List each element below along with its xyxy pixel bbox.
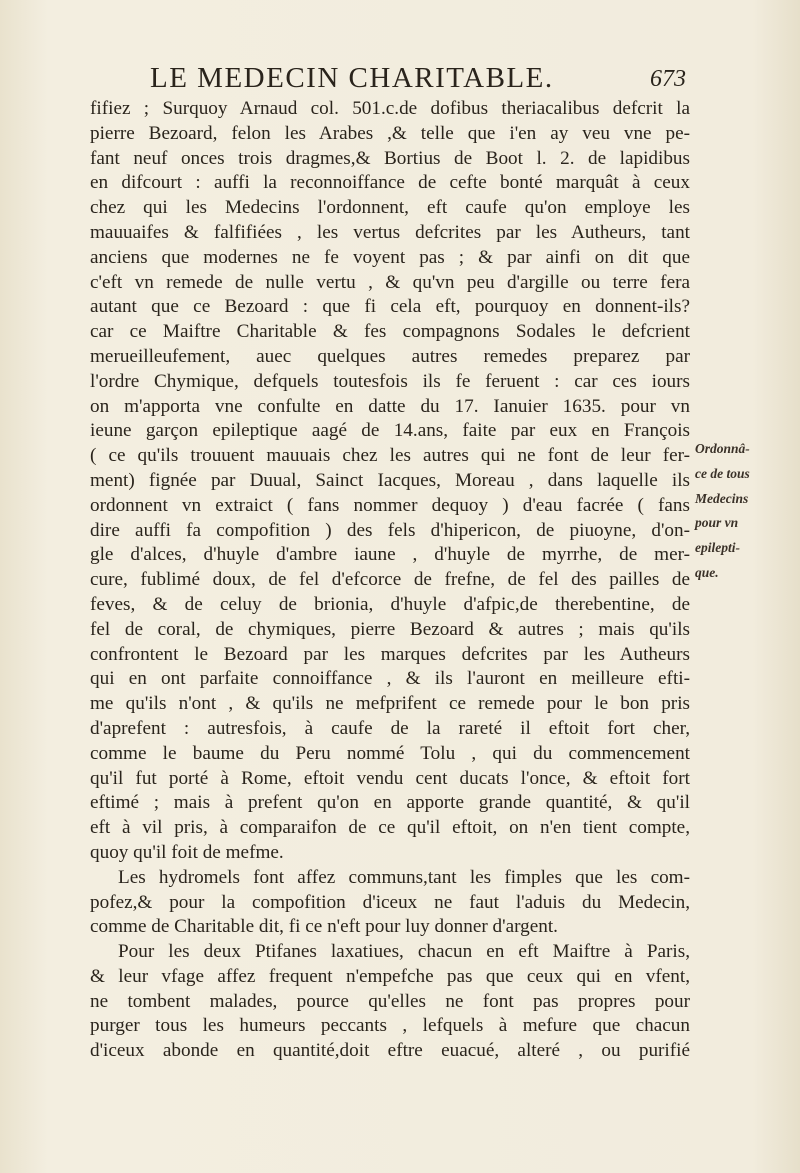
- margin-note-line: que.: [695, 564, 719, 580]
- text-line: c'eft vn remede de nulle vertu , & qu'vn peu d'argille ou terre fera: [90, 271, 690, 293]
- text-line: autant que ce Bezoard : que fi cela eft, pourquoy en donnent-ils?: [90, 296, 690, 318]
- text-line: comme le baume du Peru nommé Tolu , qui du commencement: [90, 742, 690, 764]
- text-line: en difcourt : auffi la reconnoiffance de cefte bonté marquât à ceux: [90, 172, 690, 194]
- text-line: qu'il fut porté à Rome, eftoit vendu cent ducats l'once, & eftoit fort: [90, 767, 690, 789]
- margin-note-line: Medecins: [695, 490, 749, 506]
- text-line: feves, & de celuy de brionia, d'huyle d'afpic,de therebentine, de: [90, 593, 690, 615]
- text-line: car ce Maiftre Charitable & fes compagnons Sodales le defcrient: [90, 321, 690, 343]
- text-line: chez qui les Medecins l'ordonnent, eft caufe qu'on employe les: [90, 197, 690, 219]
- text-line: eft à vil pris, à comparaifon de ce qu'il eftoit, on n'en tient compte,: [90, 817, 690, 839]
- text-line: ordonnent vn extraict ( fans nommer dequoy ) d'eau facrée ( fans: [90, 494, 690, 516]
- text-line: on m'apporta vne confulte en datte du 17. Ianuier 1635. pour vn: [90, 395, 690, 417]
- margin-note-line: pour vn: [695, 515, 739, 531]
- text-line: dire auffi fa compofition ) des fels d'hipericon, de piuoyne, d'on-: [90, 519, 690, 541]
- text-line: fel de coral, de chymiques, pierre Bezoard & autres ; mais qu'ils: [90, 618, 690, 640]
- page-number: 673: [650, 66, 686, 92]
- page-header: [150, 60, 790, 100]
- text-line: & leur vfage affez frequent n'empefche pas que ceux qui en vfent,: [90, 965, 690, 987]
- margin-note-line: Ordonnâ-: [695, 441, 750, 456]
- margin-note-line: ce de tous: [695, 465, 750, 481]
- text-line: d'aprefent : autresfois, à caufe de la rareté il eftoit fort cher,: [90, 717, 690, 739]
- text-line: fifiez ; Surquoy Arnaud col. 501.c.de dofibus theriacalibus defcrit la: [90, 98, 690, 119]
- text-line: purger tous les humeurs peccants , lefquels à mefure que chacun: [90, 1015, 690, 1037]
- text-line: ( ce qu'ils trouuent mauuais chez les autres qui ne font de leur fer-: [90, 445, 690, 467]
- text-line: gle d'alces, d'huyle d'ambre iaune , d'huyle de myrrhe, de mer-: [90, 544, 690, 566]
- text-line: ne tombent malades, pource qu'elles ne font pas propres pour: [90, 990, 690, 1012]
- margin-note-line: epilepti-: [695, 540, 740, 556]
- text-line: confrontent le Bezoard par les marques defcrites par les Autheurs: [90, 643, 690, 665]
- text-line: Pour les deux Ptifanes laxatiues, chacun en eft Maiftre à Paris,: [118, 941, 690, 963]
- text-line: pofez,& pour la compofition d'iceux ne faut l'aduis du Medecin,: [90, 891, 690, 913]
- text-line: d'iceux abonde en quantité,doit eftre euacué, alteré , ou purifié: [90, 1040, 690, 1062]
- text-line: comme de Charitable dit, fi ce n'eft pour luy donner d'argent.: [90, 916, 558, 938]
- text-line: pierre Bezoard, felon les Arabes ,& telle que i'en ay veu vne pe-: [90, 122, 690, 144]
- text-line: ieune garçon epileptique aagé de 14.ans, faite par eux en François: [90, 420, 690, 442]
- text-line: fant neuf onces trois dragmes,& Bortius de Boot l. 2. de lapidibus: [90, 147, 690, 169]
- text-line: anciens que modernes ne fe voyent pas ; & par ainfi on dit que: [90, 246, 690, 268]
- text-line: cure, fublimé doux, de fel d'efcorce de frefne, de fel des pailles de: [90, 569, 690, 591]
- text-line: me qu'ils n'ont , & qu'ils ne mefprifent ce remede pour le bon pris: [90, 693, 690, 715]
- text-line: ment) fignée par Duual, Sainct Iacques, Moreau , dans laquelle ils: [90, 469, 690, 491]
- text-line: Les hydromels font affez communs,tant les fimples que les com-: [118, 866, 690, 888]
- text-line: merueilleufement, auec quelques autres remedes preparez par: [90, 345, 690, 367]
- text-line: eftimé ; mais à prefent qu'on en apporte grande quantité, & qu'il: [90, 792, 690, 814]
- text-line: qui en ont parfaite connoiffance , & ils l'auront en meilleure efti-: [90, 668, 690, 690]
- body-text: [90, 97, 690, 1064]
- margin-note: [695, 437, 795, 586]
- text-line: l'ordre Chymique, defquels toutesfois ils fe feruent : car ces iours: [90, 370, 690, 392]
- text-line: quoy qu'il foit de mefme.: [90, 841, 284, 863]
- running-title: LE MEDECIN CHARITABLE.: [150, 62, 554, 94]
- text-line: mauuaifes & falfifiées , les vertus defcrites par les Autheurs, tant: [90, 221, 690, 243]
